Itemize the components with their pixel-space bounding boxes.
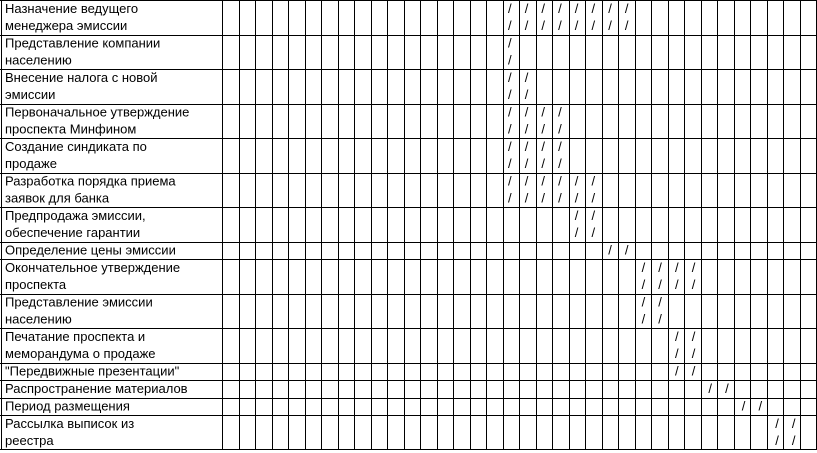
task-label: Первоначальное утверждение — [5, 104, 190, 120]
slash-mark: / — [541, 121, 546, 137]
slash-mark: / — [675, 329, 679, 344]
slash-mark: / — [558, 190, 562, 206]
slash-mark: / — [558, 173, 562, 189]
slash-mark: / — [641, 311, 646, 327]
task-label: Период размещения — [5, 398, 130, 414]
slash-mark: / — [508, 70, 512, 85]
slash-mark: / — [541, 18, 546, 33]
slash-mark: / — [508, 104, 512, 120]
slash-mark: / — [541, 173, 546, 189]
slash-mark: / — [691, 329, 696, 344]
task-label: проспекта Минфином — [5, 121, 137, 137]
slash-mark: / — [591, 173, 596, 189]
task-labels — [5, 1, 189, 448]
task-label: эмиссии — [5, 87, 56, 102]
task-label: Внесение налога с новой — [5, 70, 158, 85]
slash-mark: / — [574, 18, 579, 33]
slash-mark: / — [641, 277, 646, 292]
slash-mark: / — [675, 260, 679, 275]
slash-mark: / — [508, 1, 512, 16]
slash-mark: / — [524, 190, 529, 206]
slash-mark: / — [591, 1, 596, 16]
slash-mark: / — [725, 381, 729, 396]
task-label: Разработка порядка приема — [5, 173, 176, 189]
slash-mark: / — [691, 346, 696, 361]
slash-mark: / — [508, 190, 512, 206]
slash-mark: / — [524, 87, 529, 102]
task-label: менеджера эмиссии — [5, 18, 128, 33]
slash-mark: / — [658, 294, 662, 310]
slash-mark: / — [641, 260, 646, 275]
task-label: Представление эмиссии — [5, 294, 153, 310]
slash-mark: / — [524, 1, 529, 16]
slash-mark: / — [508, 18, 512, 33]
slash-mark: / — [658, 311, 662, 327]
slash-mark: / — [541, 104, 546, 120]
slash-mark: / — [524, 156, 529, 171]
slash-mark: / — [541, 156, 546, 171]
slash-mark: / — [574, 225, 579, 240]
slash-mark: / — [741, 398, 746, 414]
slash-mark: / — [508, 139, 512, 154]
slash-mark: / — [558, 18, 562, 33]
slash-mark: / — [524, 139, 529, 154]
task-label: Распространение материалов — [5, 381, 188, 396]
task-label: населению — [5, 52, 72, 68]
slash-mark: / — [508, 52, 512, 68]
slash-mark: / — [558, 156, 562, 171]
slash-mark: / — [524, 121, 529, 137]
slash-mark: / — [541, 139, 546, 154]
slash-mark: / — [641, 294, 646, 310]
task-label: Определение цены эмиссии — [5, 242, 176, 258]
slash-mark: / — [758, 398, 763, 414]
slash-mark: / — [574, 173, 579, 189]
task-label: обеспечение гарантии — [5, 225, 141, 240]
task-label: Назначение ведущего — [5, 1, 139, 16]
task-label: Предпродажа эмиссии, — [5, 208, 146, 223]
slash-mark: / — [691, 363, 696, 379]
slash-mark: / — [775, 433, 779, 448]
task-label: продаже — [5, 156, 57, 171]
task-label: Окончательное утверждение — [5, 260, 181, 275]
task-label: заявок для банка — [5, 190, 110, 206]
slash-mark: / — [624, 18, 629, 33]
slash-mark: / — [508, 87, 512, 102]
slash-mark: / — [524, 104, 529, 120]
slash-mark: / — [708, 381, 713, 396]
slash-mark: / — [524, 18, 529, 33]
slash-mark: / — [675, 346, 679, 361]
slash-mark: / — [541, 1, 546, 16]
slash-mark: / — [691, 277, 696, 292]
slash-mark: / — [558, 1, 562, 16]
slash-mark: / — [508, 156, 512, 171]
task-label: Печатание проспекта и — [5, 329, 146, 344]
slash-mark: / — [675, 277, 679, 292]
slash-mark: / — [574, 190, 579, 206]
slash-mark: / — [591, 208, 596, 223]
task-label: проспекта — [5, 277, 67, 292]
slash-mark: / — [691, 260, 696, 275]
task-label: Рассылка выписок из — [5, 416, 135, 431]
task-label: меморандума о продаже — [5, 346, 156, 361]
slash-mark: / — [608, 18, 612, 33]
slash-mark: / — [508, 35, 512, 51]
slash-mark: / — [574, 1, 579, 16]
slash-mark: / — [541, 190, 546, 206]
slash-mark: / — [524, 173, 529, 189]
task-label: населению — [5, 311, 72, 327]
slash-mark: / — [591, 225, 596, 240]
slash-mark: / — [558, 139, 562, 154]
slash-mark: / — [658, 277, 662, 292]
slash-mark: / — [675, 363, 679, 379]
slash-mark: / — [558, 121, 562, 137]
slash-mark: / — [574, 208, 579, 223]
slash-mark: / — [624, 242, 629, 258]
task-label: Создание синдиката по — [5, 139, 147, 154]
slash-mark: / — [591, 190, 596, 206]
task-label: "Передвижные презентации" — [5, 363, 180, 379]
slash-mark: / — [775, 416, 779, 431]
task-label: Представление компании — [5, 35, 161, 51]
slash-mark: / — [508, 121, 512, 137]
slash-mark: / — [524, 70, 529, 85]
slash-mark: / — [558, 104, 562, 120]
slash-mark: / — [608, 242, 612, 258]
slash-mark: / — [658, 260, 662, 275]
slash-mark: / — [791, 416, 796, 431]
slash-mark: / — [508, 173, 512, 189]
slash-mark: / — [591, 18, 596, 33]
task-label: реестра — [5, 433, 54, 448]
slash-mark: / — [624, 1, 629, 16]
slash-mark: / — [791, 433, 796, 448]
slash-mark: / — [608, 1, 612, 16]
